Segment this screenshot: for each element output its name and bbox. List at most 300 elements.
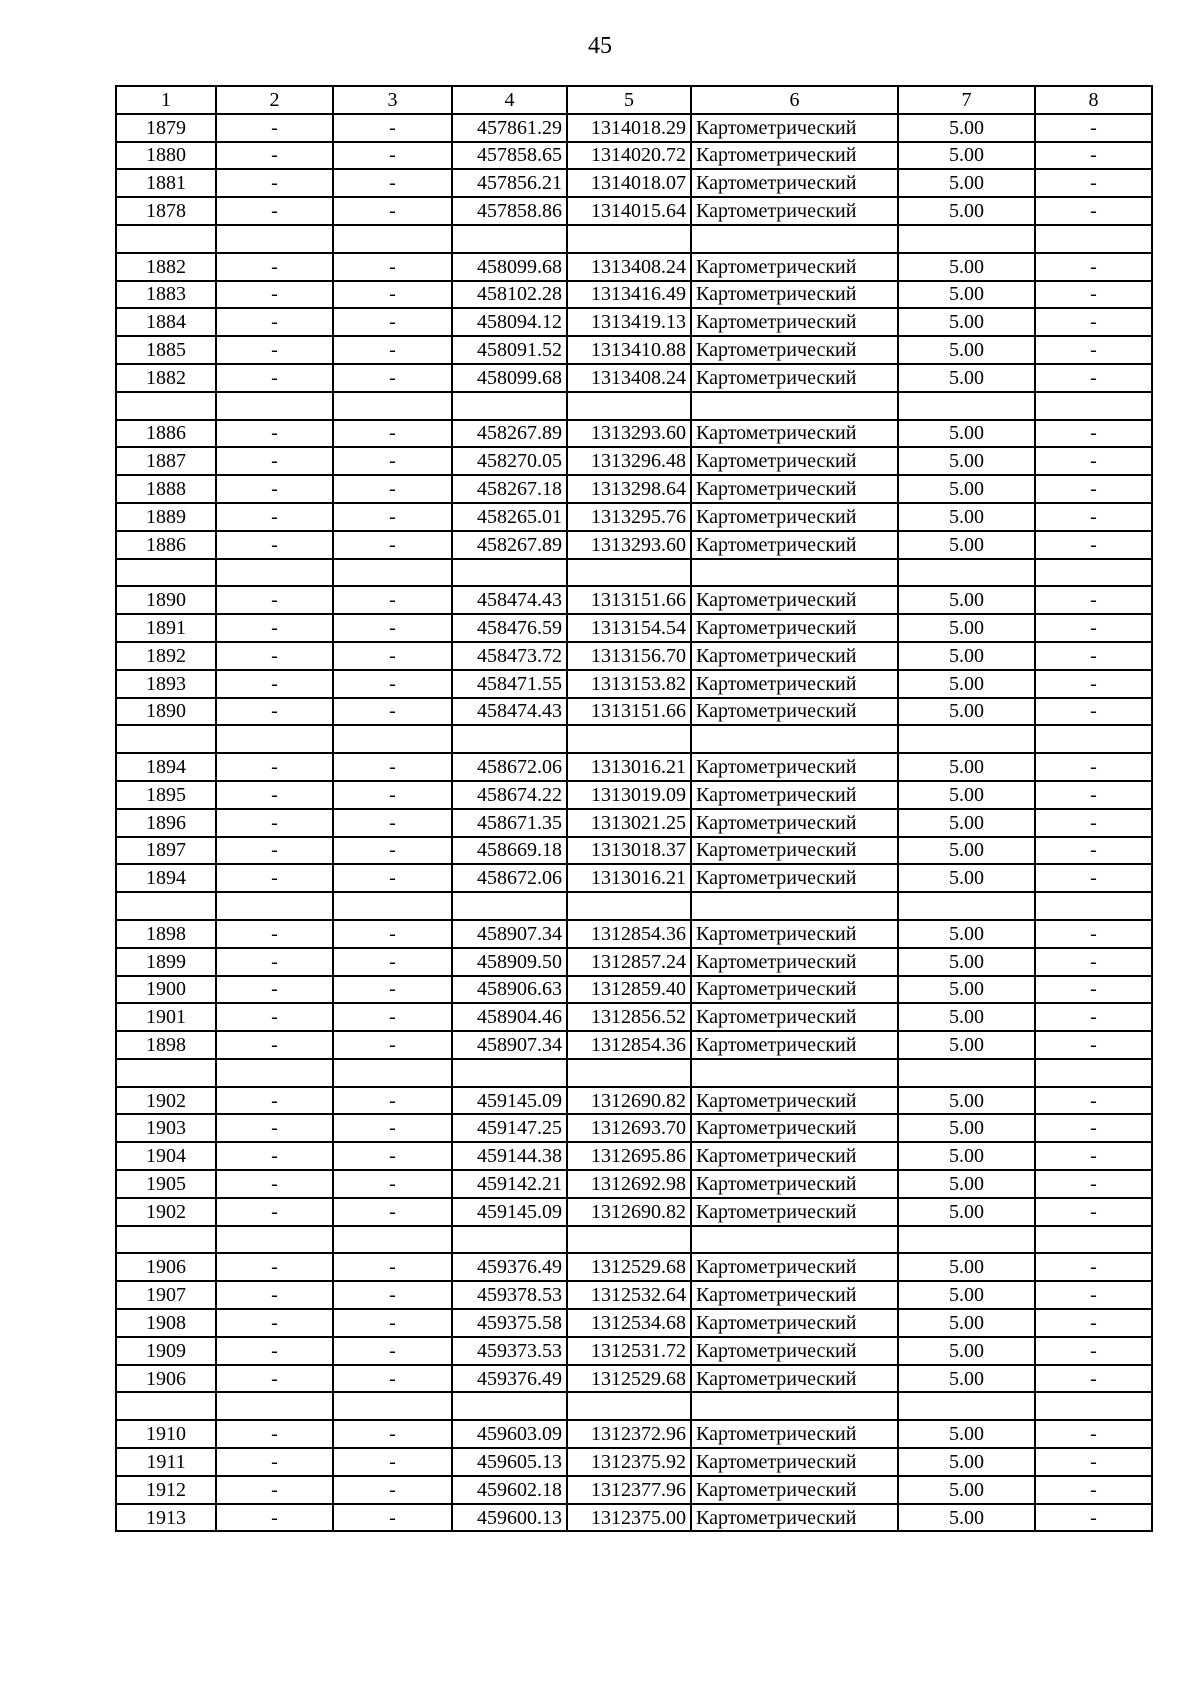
point-number-cell: 1886 <box>116 420 216 448</box>
point-number-cell: 1910 <box>116 1420 216 1448</box>
accuracy-cell: 5.00 <box>898 670 1035 698</box>
x-coordinate-cell <box>452 392 567 420</box>
accuracy-cell <box>898 1226 1035 1254</box>
point-number-cell: 1906 <box>116 1253 216 1281</box>
accuracy-cell: 5.00 <box>898 447 1035 475</box>
cell-col-3: - <box>333 1114 452 1142</box>
table-row <box>116 1281 1152 1309</box>
x-coordinate-cell <box>452 225 567 253</box>
point-number-cell: 1885 <box>116 336 216 364</box>
point-number-cell: 1878 <box>116 197 216 225</box>
x-coordinate-cell: 458094.12 <box>452 308 567 336</box>
x-coordinate-cell: 459142.21 <box>452 1170 567 1198</box>
cell-col-2: - <box>216 503 333 531</box>
cell-col-3: - <box>333 114 452 142</box>
accuracy-cell: 5.00 <box>898 614 1035 642</box>
cell-col-8: - <box>1035 169 1152 197</box>
x-coordinate-cell: 457858.86 <box>452 197 567 225</box>
y-coordinate-cell: 1312693.70 <box>567 1114 691 1142</box>
method-cell: Картометрический <box>691 364 898 392</box>
cell-col-3: - <box>333 1448 452 1476</box>
cell-col-3: - <box>333 142 452 170</box>
accuracy-cell: 5.00 <box>898 586 1035 614</box>
point-number-cell: 1905 <box>116 1170 216 1198</box>
cell-col-2: - <box>216 364 333 392</box>
y-coordinate-cell: 1313296.48 <box>567 447 691 475</box>
cell-col-2: - <box>216 169 333 197</box>
cell-col-8: - <box>1035 781 1152 809</box>
x-coordinate-cell: 458267.18 <box>452 475 567 503</box>
cell-col-3 <box>333 1392 452 1420</box>
method-cell: Картометрический <box>691 142 898 170</box>
column-header: 2 <box>216 86 333 114</box>
cell-col-3: - <box>333 1281 452 1309</box>
cell-col-3: - <box>333 1309 452 1337</box>
cell-col-3: - <box>333 1003 452 1031</box>
table-row <box>116 920 1152 948</box>
accuracy-cell: 5.00 <box>898 1142 1035 1170</box>
method-cell: Картометрический <box>691 586 898 614</box>
cell-col-3: - <box>333 1031 452 1059</box>
y-coordinate-cell <box>567 1059 691 1087</box>
method-cell: Картометрический <box>691 281 898 309</box>
table-row <box>116 1170 1152 1198</box>
cell-col-2: - <box>216 1504 333 1532</box>
method-cell: Картометрический <box>691 1253 898 1281</box>
cell-col-3 <box>333 892 452 920</box>
cell-col-8: - <box>1035 197 1152 225</box>
accuracy-cell: 5.00 <box>898 1031 1035 1059</box>
x-coordinate-cell: 458099.68 <box>452 253 567 281</box>
method-cell: Картометрический <box>691 1003 898 1031</box>
y-coordinate-cell <box>567 725 691 753</box>
point-number-cell: 1901 <box>116 1003 216 1031</box>
cell-col-3: - <box>333 864 452 892</box>
cell-col-2: - <box>216 976 333 1004</box>
accuracy-cell: 5.00 <box>898 1476 1035 1504</box>
cell-col-8: - <box>1035 447 1152 475</box>
table-row <box>116 531 1152 559</box>
accuracy-cell: 5.00 <box>898 809 1035 837</box>
point-number-cell: 1903 <box>116 1114 216 1142</box>
cell-col-8: - <box>1035 336 1152 364</box>
point-number-cell: 1895 <box>116 781 216 809</box>
table-row <box>116 114 1152 142</box>
x-coordinate-cell: 458267.89 <box>452 531 567 559</box>
table-row <box>116 1337 1152 1365</box>
accuracy-cell: 5.00 <box>898 1504 1035 1532</box>
cell-col-3: - <box>333 197 452 225</box>
cell-col-8: - <box>1035 1170 1152 1198</box>
cell-col-3: - <box>333 1365 452 1393</box>
cell-col-2: - <box>216 753 333 781</box>
separator-row <box>116 725 1152 753</box>
accuracy-cell: 5.00 <box>898 976 1035 1004</box>
method-cell <box>691 1226 898 1254</box>
cell-col-8: - <box>1035 253 1152 281</box>
x-coordinate-cell: 457858.65 <box>452 142 567 170</box>
cell-col-3: - <box>333 308 452 336</box>
cell-col-2: - <box>216 1281 333 1309</box>
table-row <box>116 1031 1152 1059</box>
method-cell: Картометрический <box>691 781 898 809</box>
cell-col-3: - <box>333 1476 452 1504</box>
point-number-cell: 1908 <box>116 1309 216 1337</box>
table-row <box>116 698 1152 726</box>
cell-col-8 <box>1035 892 1152 920</box>
cell-col-2: - <box>216 920 333 948</box>
y-coordinate-cell <box>567 392 691 420</box>
cell-col-3: - <box>333 1170 452 1198</box>
cell-col-8: - <box>1035 642 1152 670</box>
method-cell <box>691 392 898 420</box>
cell-col-8: - <box>1035 1365 1152 1393</box>
point-number-cell: 1882 <box>116 253 216 281</box>
x-coordinate-cell: 458474.43 <box>452 586 567 614</box>
y-coordinate-cell: 1313293.60 <box>567 420 691 448</box>
separator-row <box>116 892 1152 920</box>
table-row <box>116 281 1152 309</box>
x-coordinate-cell: 459147.25 <box>452 1114 567 1142</box>
cell-col-3: - <box>333 336 452 364</box>
table-row <box>116 642 1152 670</box>
cell-col-2: - <box>216 670 333 698</box>
point-number-cell: 1882 <box>116 364 216 392</box>
table-row <box>116 1476 1152 1504</box>
cell-col-8: - <box>1035 1281 1152 1309</box>
x-coordinate-cell <box>452 725 567 753</box>
cell-col-8: - <box>1035 364 1152 392</box>
table-row <box>116 781 1152 809</box>
x-coordinate-cell: 459378.53 <box>452 1281 567 1309</box>
accuracy-cell: 5.00 <box>898 475 1035 503</box>
cell-col-2 <box>216 892 333 920</box>
cell-col-3 <box>333 225 452 253</box>
table-row <box>116 1198 1152 1226</box>
cell-col-3: - <box>333 920 452 948</box>
accuracy-cell: 5.00 <box>898 920 1035 948</box>
table-row <box>116 753 1152 781</box>
table-row <box>116 364 1152 392</box>
accuracy-cell: 5.00 <box>898 642 1035 670</box>
cell-col-2 <box>216 1392 333 1420</box>
x-coordinate-cell: 459376.49 <box>452 1365 567 1393</box>
accuracy-cell <box>898 1059 1035 1087</box>
method-cell: Картометрический <box>691 336 898 364</box>
accuracy-cell: 5.00 <box>898 1003 1035 1031</box>
x-coordinate-cell: 458102.28 <box>452 281 567 309</box>
accuracy-cell: 5.00 <box>898 1448 1035 1476</box>
x-coordinate-cell <box>452 559 567 587</box>
column-header: 4 <box>452 86 567 114</box>
cell-col-3: - <box>333 781 452 809</box>
point-number-cell: 1880 <box>116 142 216 170</box>
cell-col-8: - <box>1035 614 1152 642</box>
method-cell: Картометрический <box>691 1142 898 1170</box>
table-row <box>116 447 1152 475</box>
cell-col-2: - <box>216 281 333 309</box>
cell-col-3: - <box>333 1087 452 1115</box>
method-cell: Картометрический <box>691 114 898 142</box>
cell-col-2: - <box>216 1087 333 1115</box>
cell-col-3: - <box>333 420 452 448</box>
cell-col-3: - <box>333 1504 452 1532</box>
point-number-cell: 1907 <box>116 1281 216 1309</box>
y-coordinate-cell: 1314020.72 <box>567 142 691 170</box>
point-number-cell: 1894 <box>116 864 216 892</box>
cell-col-2: - <box>216 948 333 976</box>
table-row <box>116 670 1152 698</box>
x-coordinate-cell <box>452 892 567 920</box>
cell-col-3: - <box>333 447 452 475</box>
cell-col-2: - <box>216 253 333 281</box>
accuracy-cell: 5.00 <box>898 1198 1035 1226</box>
accuracy-cell: 5.00 <box>898 142 1035 170</box>
cell-col-8 <box>1035 225 1152 253</box>
cell-col-8: - <box>1035 420 1152 448</box>
column-header: 3 <box>333 86 452 114</box>
column-header: 6 <box>691 86 898 114</box>
accuracy-cell: 5.00 <box>898 698 1035 726</box>
accuracy-cell: 5.00 <box>898 1337 1035 1365</box>
y-coordinate-cell: 1312854.36 <box>567 1031 691 1059</box>
cell-col-8 <box>1035 725 1152 753</box>
cell-col-3 <box>333 1059 452 1087</box>
cell-col-2: - <box>216 1420 333 1448</box>
method-cell: Картометрический <box>691 420 898 448</box>
accuracy-cell: 5.00 <box>898 781 1035 809</box>
x-coordinate-cell: 458674.22 <box>452 781 567 809</box>
cell-col-2: - <box>216 809 333 837</box>
cell-col-8: - <box>1035 1420 1152 1448</box>
table-row <box>116 614 1152 642</box>
cell-col-2: - <box>216 1337 333 1365</box>
y-coordinate-cell: 1313018.37 <box>567 837 691 865</box>
table-row <box>116 976 1152 1004</box>
cell-col-2: - <box>216 1003 333 1031</box>
method-cell: Картометрический <box>691 1476 898 1504</box>
table-row <box>116 1003 1152 1031</box>
cell-col-8: - <box>1035 1337 1152 1365</box>
x-coordinate-cell: 458473.72 <box>452 642 567 670</box>
table-row <box>116 948 1152 976</box>
cell-col-8: - <box>1035 1448 1152 1476</box>
y-coordinate-cell: 1313408.24 <box>567 364 691 392</box>
accuracy-cell: 5.00 <box>898 948 1035 976</box>
cell-col-2: - <box>216 1114 333 1142</box>
y-coordinate-cell: 1314018.07 <box>567 169 691 197</box>
point-number-cell <box>116 392 216 420</box>
accuracy-cell <box>898 1392 1035 1420</box>
table-row <box>116 420 1152 448</box>
table-row <box>116 1114 1152 1142</box>
cell-col-2: - <box>216 308 333 336</box>
method-cell: Картометрический <box>691 1504 898 1532</box>
point-number-cell: 1893 <box>116 670 216 698</box>
cell-col-8: - <box>1035 1087 1152 1115</box>
cell-col-8 <box>1035 1226 1152 1254</box>
y-coordinate-cell: 1313021.25 <box>567 809 691 837</box>
accuracy-cell <box>898 392 1035 420</box>
point-number-cell: 1891 <box>116 614 216 642</box>
method-cell <box>691 1392 898 1420</box>
x-coordinate-cell: 457856.21 <box>452 169 567 197</box>
point-number-cell <box>116 225 216 253</box>
cell-col-8: - <box>1035 1198 1152 1226</box>
y-coordinate-cell: 1313408.24 <box>567 253 691 281</box>
y-coordinate-cell: 1313151.66 <box>567 698 691 726</box>
cell-col-8: - <box>1035 809 1152 837</box>
accuracy-cell: 5.00 <box>898 1253 1035 1281</box>
y-coordinate-cell: 1312692.98 <box>567 1170 691 1198</box>
cell-col-3: - <box>333 169 452 197</box>
table-row <box>116 1365 1152 1393</box>
cell-col-8: - <box>1035 976 1152 1004</box>
method-cell: Картометрический <box>691 308 898 336</box>
cell-col-2: - <box>216 447 333 475</box>
point-number-cell: 1906 <box>116 1365 216 1393</box>
x-coordinate-cell <box>452 1226 567 1254</box>
table-row <box>116 475 1152 503</box>
x-coordinate-cell: 458476.59 <box>452 614 567 642</box>
y-coordinate-cell: 1312532.64 <box>567 1281 691 1309</box>
method-cell: Картометрический <box>691 698 898 726</box>
point-number-cell: 1898 <box>116 920 216 948</box>
y-coordinate-cell: 1312854.36 <box>567 920 691 948</box>
cell-col-8: - <box>1035 531 1152 559</box>
table-row <box>116 197 1152 225</box>
cell-col-3: - <box>333 1337 452 1365</box>
accuracy-cell: 5.00 <box>898 1309 1035 1337</box>
cell-col-2: - <box>216 1142 333 1170</box>
accuracy-cell: 5.00 <box>898 281 1035 309</box>
table-row <box>116 1309 1152 1337</box>
method-cell: Картометрический <box>691 1087 898 1115</box>
y-coordinate-cell: 1312534.68 <box>567 1309 691 1337</box>
point-number-cell: 1881 <box>116 169 216 197</box>
accuracy-cell: 5.00 <box>898 114 1035 142</box>
cell-col-3: - <box>333 614 452 642</box>
accuracy-cell: 5.00 <box>898 1420 1035 1448</box>
method-cell: Картометрический <box>691 253 898 281</box>
cell-col-3 <box>333 392 452 420</box>
accuracy-cell: 5.00 <box>898 837 1035 865</box>
y-coordinate-cell: 1312857.24 <box>567 948 691 976</box>
coordinates-table <box>115 85 1153 1532</box>
y-coordinate-cell: 1313154.54 <box>567 614 691 642</box>
cell-col-3: - <box>333 1142 452 1170</box>
point-number-cell: 1883 <box>116 281 216 309</box>
cell-col-2: - <box>216 142 333 170</box>
separator-row <box>116 1059 1152 1087</box>
method-cell: Картометрический <box>691 809 898 837</box>
page-number: 45 <box>588 33 612 59</box>
method-cell <box>691 1059 898 1087</box>
cell-col-3: - <box>333 698 452 726</box>
cell-col-3: - <box>333 475 452 503</box>
cell-col-2: - <box>216 420 333 448</box>
cell-col-2: - <box>216 837 333 865</box>
accuracy-cell <box>898 559 1035 587</box>
method-cell: Картометрический <box>691 948 898 976</box>
accuracy-cell: 5.00 <box>898 503 1035 531</box>
y-coordinate-cell: 1312529.68 <box>567 1253 691 1281</box>
y-coordinate-cell: 1312690.82 <box>567 1198 691 1226</box>
cell-col-2: - <box>216 475 333 503</box>
accuracy-cell: 5.00 <box>898 864 1035 892</box>
cell-col-8: - <box>1035 1114 1152 1142</box>
cell-col-3: - <box>333 837 452 865</box>
cell-col-2: - <box>216 1448 333 1476</box>
y-coordinate-cell: 1312695.86 <box>567 1142 691 1170</box>
cell-col-8: - <box>1035 1031 1152 1059</box>
cell-col-2 <box>216 559 333 587</box>
x-coordinate-cell: 458099.68 <box>452 364 567 392</box>
cell-col-2: - <box>216 864 333 892</box>
x-coordinate-cell: 458907.34 <box>452 920 567 948</box>
cell-col-2: - <box>216 698 333 726</box>
x-coordinate-cell: 458669.18 <box>452 837 567 865</box>
cell-col-2: - <box>216 1309 333 1337</box>
point-number-cell: 1890 <box>116 698 216 726</box>
column-header: 8 <box>1035 86 1152 114</box>
cell-col-2: - <box>216 586 333 614</box>
y-coordinate-cell: 1312372.96 <box>567 1420 691 1448</box>
x-coordinate-cell: 458904.46 <box>452 1003 567 1031</box>
point-number-cell <box>116 1392 216 1420</box>
accuracy-cell: 5.00 <box>898 253 1035 281</box>
cell-col-2: - <box>216 336 333 364</box>
point-number-cell: 1879 <box>116 114 216 142</box>
cell-col-3: - <box>333 809 452 837</box>
x-coordinate-cell: 459600.13 <box>452 1504 567 1532</box>
cell-col-2: - <box>216 781 333 809</box>
x-coordinate-cell: 459144.38 <box>452 1142 567 1170</box>
method-cell: Картометрический <box>691 614 898 642</box>
method-cell: Картометрический <box>691 503 898 531</box>
point-number-cell: 1902 <box>116 1198 216 1226</box>
point-number-cell: 1888 <box>116 475 216 503</box>
point-number-cell: 1897 <box>116 837 216 865</box>
y-coordinate-cell: 1313156.70 <box>567 642 691 670</box>
accuracy-cell: 5.00 <box>898 336 1035 364</box>
cell-col-8: - <box>1035 753 1152 781</box>
x-coordinate-cell: 458091.52 <box>452 336 567 364</box>
cell-col-3: - <box>333 364 452 392</box>
x-coordinate-cell: 459602.18 <box>452 1476 567 1504</box>
x-coordinate-cell: 458265.01 <box>452 503 567 531</box>
x-coordinate-cell: 459375.58 <box>452 1309 567 1337</box>
x-coordinate-cell: 459603.09 <box>452 1420 567 1448</box>
accuracy-cell <box>898 225 1035 253</box>
x-coordinate-cell: 458267.89 <box>452 420 567 448</box>
cell-col-8 <box>1035 1392 1152 1420</box>
cell-col-8: - <box>1035 281 1152 309</box>
table-row <box>116 1253 1152 1281</box>
method-cell: Картометрический <box>691 864 898 892</box>
x-coordinate-cell: 457861.29 <box>452 114 567 142</box>
method-cell: Картометрический <box>691 1114 898 1142</box>
y-coordinate-cell: 1313153.82 <box>567 670 691 698</box>
method-cell <box>691 225 898 253</box>
cell-col-3 <box>333 1226 452 1254</box>
method-cell: Картометрический <box>691 197 898 225</box>
accuracy-cell <box>898 892 1035 920</box>
cell-col-8: - <box>1035 670 1152 698</box>
cell-col-3: - <box>333 253 452 281</box>
cell-col-8 <box>1035 392 1152 420</box>
cell-col-2: - <box>216 114 333 142</box>
